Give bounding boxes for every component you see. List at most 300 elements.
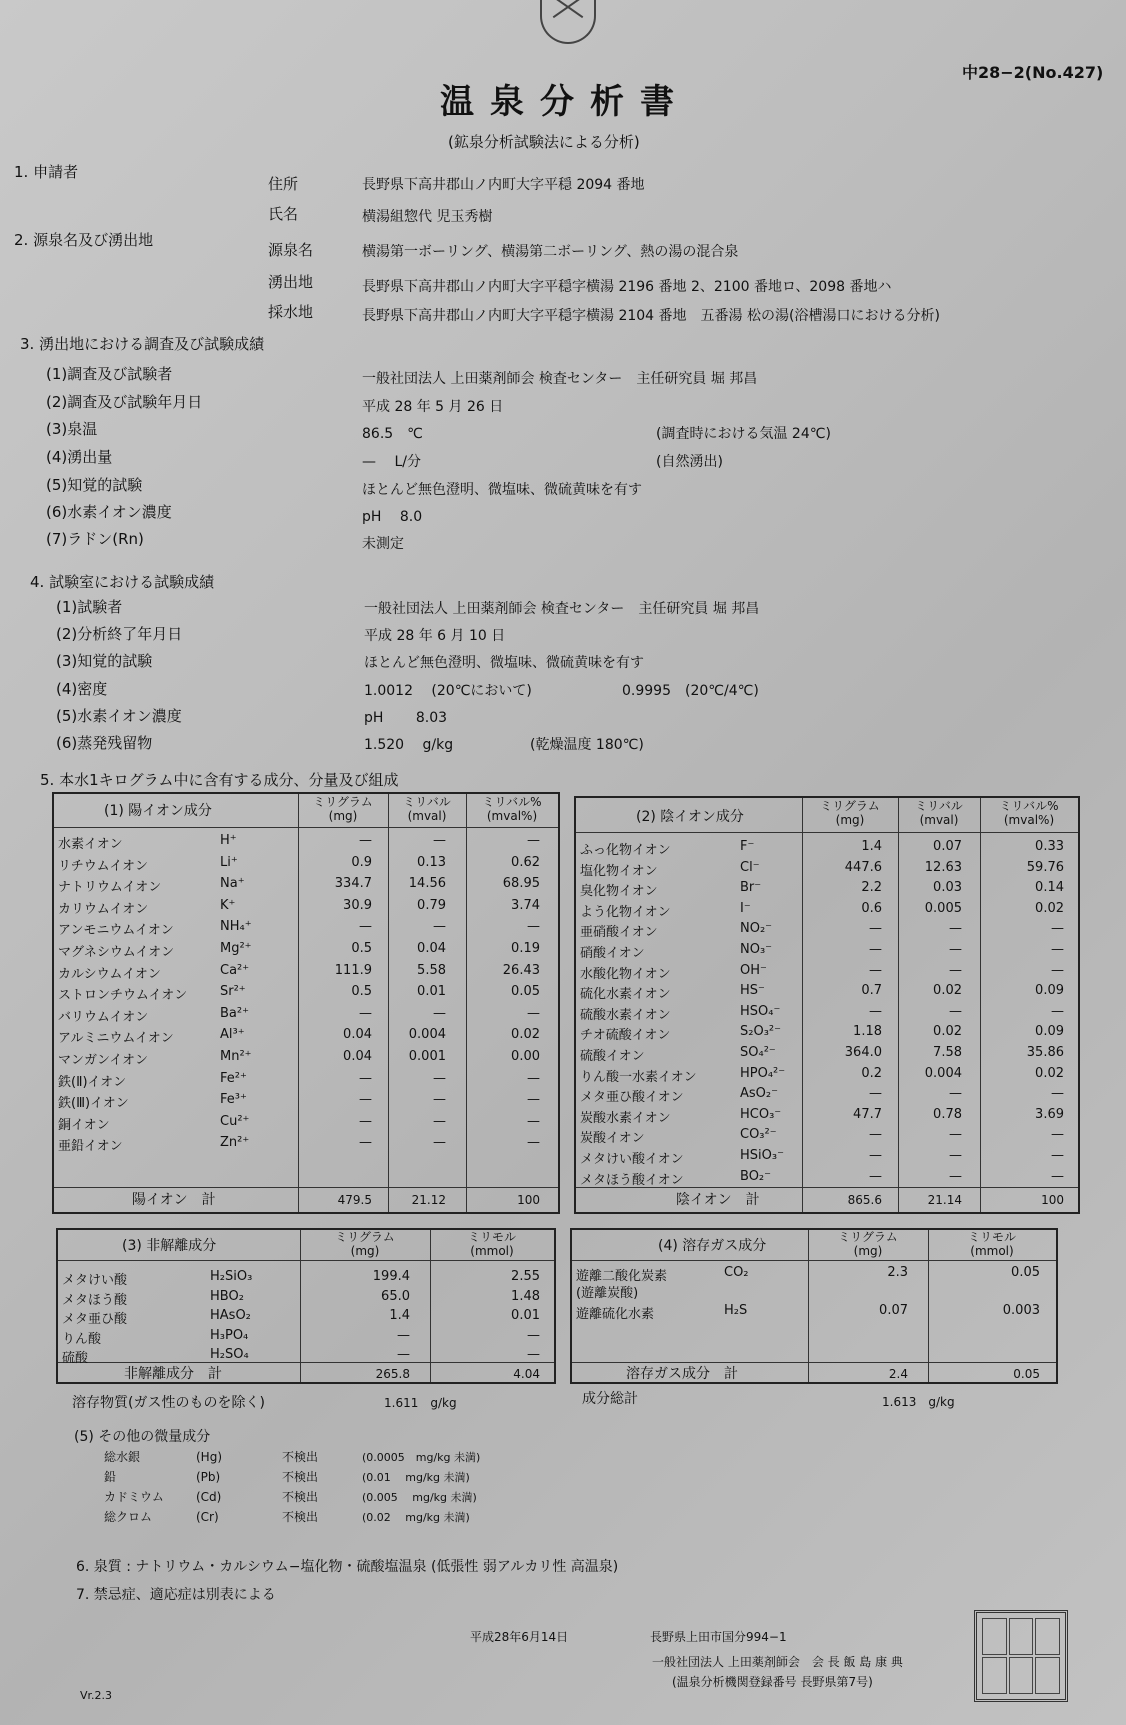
ion-formula: AsO₂⁻ <box>740 1086 778 1102</box>
compound-mmol: 2.55 <box>511 1269 540 1284</box>
spring-quality: 6. 泉質 : ナトリウム・カルシウム−塩化物・硫酸塩温泉 (低張性 弱アルカリ性 高温泉) <box>76 1559 619 1575</box>
ion-mval-pct: 68.95 <box>502 876 540 892</box>
ion-mval: — <box>949 1148 962 1163</box>
ion-name: 硫酸イオン <box>580 1049 645 1064</box>
ion-mval: 0.01 <box>417 984 446 1000</box>
lab-item-label: (4)密度 <box>56 680 108 698</box>
table-row <box>58 1325 554 1346</box>
ion-mval-pct: — <box>1051 921 1064 937</box>
ion-mval: — <box>949 1127 962 1143</box>
table-row <box>58 1286 554 1307</box>
ion-formula: F⁻ <box>740 839 755 854</box>
gas-mmol-unit: (mmol) <box>970 1244 1014 1258</box>
field-item-value: 未測定 <box>362 536 404 552</box>
dissolved-gas-table <box>570 1228 1058 1384</box>
lab-item-label: (3)知覚的試験 <box>56 652 153 670</box>
nondiss-mmol-header: ミリモル <box>467 1230 516 1244</box>
table-row <box>576 877 1078 898</box>
compound-name: 硫酸 <box>62 1351 89 1366</box>
field-item-value: ほとんど無色澄明、微塩味、微硫黄味を有す <box>362 482 642 498</box>
ion-formula: Zn²⁺ <box>220 1135 250 1151</box>
field-item-label: (4)湧出量 <box>46 448 113 466</box>
anion-table <box>574 796 1080 1214</box>
ion-mg: 334.7 <box>334 876 372 892</box>
anion-mg-header: ミリグラム <box>820 799 880 813</box>
ion-name: 硫酸水素イオン <box>580 1007 671 1023</box>
cation-mval-header: ミリバル <box>403 795 451 809</box>
compound-mg: 199.4 <box>372 1269 410 1284</box>
field-item-value: 86.5 ℃ <box>362 426 423 442</box>
ion-name: ストロンチウムイオン <box>58 988 188 1004</box>
ion-name: 炭酸イオン <box>580 1131 645 1147</box>
ion-mval: 0.004 <box>924 1065 962 1081</box>
lab-item-label: (6)蒸発残留物 <box>56 734 153 752</box>
ion-mval-pct: — <box>527 1092 540 1108</box>
ion-formula: NO₂⁻ <box>740 921 773 937</box>
compound-name-note: (遊離炭酸) <box>576 1286 639 1301</box>
ion-name: メタほう酸イオン <box>580 1172 684 1188</box>
ion-mval: 0.005 <box>924 900 962 916</box>
ion-mval-pct: 0.02 <box>1035 900 1064 916</box>
ion-mg: 0.7 <box>861 983 882 999</box>
ion-mval-pct: — <box>1051 962 1064 978</box>
ion-mval-pct: 0.09 <box>1035 983 1064 999</box>
ion-formula: Fe³⁺ <box>220 1092 247 1108</box>
ion-mg: — <box>869 1086 882 1102</box>
ion-mval-pct: — <box>527 833 540 848</box>
lab-item-value: 1.520 g/kg <box>364 737 454 753</box>
ion-name: 銅イオン <box>58 1117 110 1133</box>
ion-mval-pct: — <box>1051 1127 1064 1143</box>
ion-name: バリウムイオン <box>58 1009 149 1025</box>
document-title: 温泉分析書 <box>440 82 690 122</box>
anion-table-title: (2) 陰イオン成分 <box>636 809 744 825</box>
trace-limit: (0.02 mg/kg 未満) <box>362 1511 470 1524</box>
ion-mval: — <box>949 942 962 957</box>
table-row <box>58 1305 554 1326</box>
document-subtitle: (鉱泉分析試験法による分析) <box>448 133 640 151</box>
field-item-label: (3)泉温 <box>46 420 98 438</box>
ion-formula: Fe²⁺ <box>220 1070 247 1086</box>
contraindications-note: 7. 禁忌症、適応症は別表による <box>76 1587 276 1603</box>
table-row <box>54 1068 558 1089</box>
ion-mval-pct: 0.62 <box>511 854 540 870</box>
anion-mg-unit: (mg) <box>835 813 865 827</box>
table-row <box>58 1344 554 1365</box>
ion-mval-pct: — <box>1051 1086 1064 1102</box>
ion-mval-pct: — <box>527 1113 540 1129</box>
ion-mval: 7.58 <box>933 1045 962 1060</box>
sampling-location-label: 採水地 <box>268 303 314 321</box>
ion-mval: 0.07 <box>933 839 962 854</box>
compound-mmol: 0.01 <box>511 1308 540 1323</box>
anion-pct-unit: (mval%) <box>1003 813 1055 827</box>
ion-mg: — <box>359 1092 372 1108</box>
compound-formula: H₂SiO₃ <box>210 1269 253 1284</box>
ion-mg: — <box>869 1003 882 1019</box>
compound-name: 遊離硫化水素 <box>576 1307 655 1322</box>
cation-table <box>52 792 560 1214</box>
trace-formula: (Cd) <box>196 1490 222 1504</box>
gas-mmol-header: ミリモル <box>967 1230 1016 1244</box>
compound-name: りん酸 <box>62 1331 102 1347</box>
compound-mg: 2.3 <box>887 1265 908 1280</box>
nondissociated-table <box>56 1228 556 1384</box>
ion-name: カリウムイオン <box>58 901 149 917</box>
nondiss-total-label: 非解離成分 計 <box>124 1366 222 1382</box>
compound-mmol: — <box>527 1327 540 1343</box>
ion-mval: 0.03 <box>933 880 962 896</box>
cation-mg-unit: (mg) <box>328 809 358 823</box>
ion-formula: Mg²⁺ <box>220 941 252 956</box>
lab-item-value: 一般社団法人 上田薬剤師会 検査センター 主任研究員 堀 邦昌 <box>364 601 760 617</box>
ion-formula: Br⁻ <box>740 880 762 896</box>
table-row <box>54 1111 558 1132</box>
compound-name: メタほう酸 <box>62 1292 128 1308</box>
ion-mval-pct: — <box>1051 1148 1064 1163</box>
registration-number: (温泉分析機関登録番号 長野県第7号) <box>672 1675 873 1689</box>
compound-formula: HBO₂ <box>210 1288 244 1304</box>
ion-formula: I⁻ <box>740 900 751 916</box>
dissolved-gas-title: (4) 溶存ガス成分 <box>658 1238 767 1254</box>
ion-mval: — <box>433 919 446 935</box>
ion-mval-pct: 26.43 <box>502 962 540 978</box>
ion-formula: Sr²⁺ <box>220 984 246 1000</box>
cation-total-pct: 100 <box>517 1193 540 1207</box>
ion-mval-pct: 0.09 <box>1035 1024 1064 1040</box>
ion-formula: H⁺ <box>220 833 237 848</box>
ion-name: ナトリウムイオン <box>58 880 162 896</box>
ion-mval-pct: — <box>1051 942 1064 957</box>
compound-mmol: 1.48 <box>511 1288 540 1304</box>
table-row <box>576 857 1078 878</box>
ion-mg: 1.4 <box>861 839 882 854</box>
compound-formula: HAsO₂ <box>210 1308 251 1323</box>
ion-name: 鉄(Ⅱ)イオン <box>58 1074 127 1090</box>
field-item-label: (6)水素イオン濃度 <box>46 503 172 521</box>
ion-name: りん酸一水素イオン <box>580 1069 697 1085</box>
ion-name: 亜鉛イオン <box>58 1139 123 1155</box>
field-item-label: (5)知覚的試験 <box>46 476 143 494</box>
trace-formula: (Cr) <box>196 1510 219 1524</box>
cation-total-label: 陽イオン 計 <box>132 1192 216 1208</box>
ion-name: カルシウムイオン <box>58 966 161 982</box>
cation-table-title: (1) 陽イオン成分 <box>104 803 212 819</box>
ion-mval-pct: — <box>527 1135 540 1151</box>
compound-mmol: — <box>527 1347 540 1362</box>
applicant-heading: 1. 申請者 <box>14 163 79 181</box>
ion-mg: — <box>869 1148 882 1163</box>
trace-name: 総クロム <box>104 1510 153 1524</box>
gas-total-mmol: 0.05 <box>1013 1367 1040 1381</box>
trace-title: (5) その他の微量成分 <box>74 1429 211 1445</box>
lab-item-label: (1)試験者 <box>56 598 123 616</box>
table-row <box>54 1132 558 1153</box>
trace-name: カドミウム <box>104 1490 164 1504</box>
anion-total-mg: 865.6 <box>847 1193 882 1207</box>
compound-formula: H₂S <box>724 1303 748 1318</box>
cation-mg-header: ミリグラム <box>313 795 373 809</box>
compound-formula: CO₂ <box>724 1265 749 1280</box>
table-row <box>54 938 558 959</box>
document-number: 中28−2(No.427) <box>962 63 1104 82</box>
emblem-logo <box>540 0 596 44</box>
ion-name: 硝酸イオン <box>580 946 645 961</box>
ion-mg: — <box>359 919 372 935</box>
compound-mg: 0.07 <box>879 1303 908 1318</box>
address-value: 長野県下高井郡山ノ内町大字平穏 2094 番地 <box>362 177 645 193</box>
lab-item-label: (5)水素イオン濃度 <box>56 707 182 725</box>
table-row <box>576 1104 1078 1125</box>
ion-name: アルミニウムイオン <box>58 1031 174 1047</box>
trace-formula: (Hg) <box>196 1450 223 1464</box>
ion-mval-pct: 3.69 <box>1035 1106 1064 1122</box>
compound-mg: 65.0 <box>381 1288 410 1304</box>
ion-mg: 364.0 <box>844 1045 882 1060</box>
compound-name: メタけい酸 <box>62 1273 128 1288</box>
table-row <box>54 1089 558 1110</box>
official-seal <box>974 1610 1068 1702</box>
ion-mg: — <box>869 942 882 957</box>
ion-mval-pct: 0.00 <box>511 1049 540 1064</box>
anion-pct-header: ミリバル% <box>999 799 1059 813</box>
lab-organization: 一般社団法人 上田薬剤師会 会 長 飯 島 康 典 <box>652 1655 903 1669</box>
compound-mg: 1.4 <box>389 1308 410 1323</box>
ion-mval-pct: 59.76 <box>1026 859 1064 875</box>
name-label: 氏名 <box>268 205 299 223</box>
table-row <box>576 1001 1078 1022</box>
ion-mg: 0.5 <box>351 984 372 1000</box>
ion-formula: Li⁺ <box>220 854 238 870</box>
spring-location-label: 湧出地 <box>268 273 314 291</box>
ion-mval: 0.02 <box>933 983 962 999</box>
trace-name: 総水銀 <box>104 1450 141 1464</box>
ion-name: マンガンイオン <box>58 1053 148 1068</box>
anion-total-label: 陰イオン 計 <box>676 1192 760 1208</box>
ion-formula: Cu²⁺ <box>220 1113 250 1129</box>
table-row <box>576 1021 1078 1042</box>
cation-pct-header: ミリバル% <box>482 795 542 809</box>
nondiss-mg-unit: (mg) <box>350 1244 380 1258</box>
ion-name: 臭化物イオン <box>580 884 658 900</box>
total-components-value: 1.613 g/kg <box>882 1395 955 1409</box>
cation-total-mval: 21.12 <box>411 1193 446 1207</box>
ion-formula: HCO₃⁻ <box>740 1106 782 1122</box>
trace-result: 不検出 <box>282 1470 319 1484</box>
ion-mg: 30.9 <box>343 897 372 913</box>
ion-name: チオ硫酸イオン <box>580 1028 671 1044</box>
compound-mg: — <box>397 1327 410 1343</box>
ion-formula: K⁺ <box>220 897 236 913</box>
table-row <box>576 918 1078 939</box>
ion-mval-pct: — <box>527 1070 540 1086</box>
ion-formula: NH₄⁺ <box>220 919 252 935</box>
table-row <box>576 1124 1078 1145</box>
ion-formula: Ca²⁺ <box>220 962 250 978</box>
dissolved-matter-value: 1.611 g/kg <box>384 1396 457 1410</box>
ion-name: メタ亜ひ酸イオン <box>580 1090 684 1106</box>
ion-mval: 0.13 <box>417 854 446 870</box>
ion-mval-pct: 35.86 <box>1026 1045 1064 1060</box>
table-row <box>576 836 1078 857</box>
ion-mval-pct: 0.02 <box>1035 1065 1064 1081</box>
lab-item-value: ほとんど無色澄明、微塩味、微硫黄味を有す <box>364 655 644 671</box>
anion-total-pct: 100 <box>1041 1193 1064 1207</box>
table-row <box>54 960 558 981</box>
gas-mg-header: ミリグラム <box>838 1230 898 1244</box>
table-row <box>54 1003 558 1024</box>
ion-mval-pct: — <box>527 1005 540 1021</box>
sampling-location-value: 長野県下高井郡山ノ内町大字平穏字横湯 2104 番地 五番湯 松の湯(浴槽湯口における分析) <box>362 308 940 324</box>
ion-mval: 0.04 <box>417 941 446 956</box>
source-heading: 2. 源泉名及び湧出地 <box>14 231 154 249</box>
ion-mg: 47.7 <box>853 1106 882 1122</box>
issue-date: 平成28年6月14日 <box>470 1630 569 1644</box>
ion-mg: — <box>359 1135 372 1151</box>
ion-formula: CO₃²⁻ <box>740 1127 777 1143</box>
anion-mval-unit: (mval) <box>919 813 959 827</box>
field-item-label: (2)調査及び試験年月日 <box>46 393 203 411</box>
nondissociated-title: (3) 非解離成分 <box>122 1238 217 1254</box>
trace-limit: (0.0005 mg/kg 未満) <box>362 1451 481 1464</box>
anion-mval-header: ミリバル <box>915 799 963 813</box>
field-item-value: pH 8.0 <box>362 509 423 525</box>
ion-mval-pct: 0.33 <box>1035 839 1064 854</box>
table-row <box>576 898 1078 919</box>
compound-formula: H₃PO₄ <box>210 1327 249 1343</box>
ion-mval: — <box>433 1113 446 1129</box>
trace-formula: (Pb) <box>196 1470 221 1484</box>
ion-formula: OH⁻ <box>740 962 767 978</box>
table-row <box>576 1083 1078 1104</box>
trace-result: 不検出 <box>282 1450 319 1464</box>
field-item-value: 一般社団法人 上田薬剤師会 検査センター 主任研究員 堀 邦昌 <box>362 371 758 387</box>
lab-item-value: 1.0012 (20℃において) <box>364 683 532 699</box>
nondiss-mg-header: ミリグラム <box>335 1230 395 1244</box>
ion-mval: — <box>949 1168 962 1184</box>
ion-formula: BO₂⁻ <box>740 1168 771 1184</box>
ion-mg: 2.2 <box>861 880 882 896</box>
ion-name: リチウムイオン <box>58 858 148 874</box>
compound-mmol: 0.003 <box>1002 1303 1040 1318</box>
nondiss-mmol-unit: (mmol) <box>470 1244 514 1258</box>
ion-formula: NO₃⁻ <box>740 942 773 957</box>
ion-mg: — <box>359 1113 372 1129</box>
ion-name: よう化物イオン <box>580 904 671 920</box>
table-row <box>54 830 558 851</box>
ion-mval: — <box>433 1092 446 1108</box>
ion-mval: 0.79 <box>417 897 446 913</box>
ion-mval-pct: — <box>1051 1003 1064 1019</box>
composition-heading: 5. 本水1キログラム中に含有する成分、分量及び組成 <box>40 771 399 789</box>
ion-mg: 0.04 <box>343 1049 372 1064</box>
ion-formula: HPO₄²⁻ <box>740 1065 786 1081</box>
ion-name: 水酸化物イオン <box>580 966 671 982</box>
ion-mg: — <box>869 921 882 937</box>
trace-limit: (0.01 mg/kg 未満) <box>362 1471 470 1484</box>
gas-total-mg: 2.4 <box>888 1367 908 1381</box>
trace-result: 不検出 <box>282 1510 319 1524</box>
ion-formula: Ba²⁺ <box>220 1005 249 1021</box>
ion-name: メタけい酸イオン <box>580 1152 684 1167</box>
ion-mval: — <box>949 1003 962 1019</box>
ion-name: 亜硝酸イオン <box>580 925 658 941</box>
ion-formula: S₂O₃²⁻ <box>740 1024 781 1040</box>
ion-mg: — <box>359 1070 372 1086</box>
ion-formula: Al³⁺ <box>220 1027 245 1043</box>
gas-mg-unit: (mg) <box>853 1244 883 1258</box>
table-row <box>576 1145 1078 1166</box>
compound-mg: — <box>397 1347 410 1362</box>
ion-mval: — <box>433 1135 446 1151</box>
ion-mg: 0.5 <box>351 941 372 956</box>
total-components-label: 成分総計 <box>582 1391 638 1407</box>
ion-name: 塩化物イオン <box>580 863 658 879</box>
cation-pct-unit: (mval%) <box>486 809 538 823</box>
ion-mval: — <box>949 962 962 978</box>
trace-limit: (0.005 mg/kg 未満) <box>362 1491 477 1504</box>
ion-name: マグネシウムイオン <box>58 945 175 960</box>
table-row <box>54 873 558 894</box>
ion-mg: — <box>869 1127 882 1143</box>
table-row <box>576 1063 1078 1084</box>
ion-name: 水素イオン <box>58 837 123 852</box>
lab-test-heading: 4. 試験室における試験成績 <box>30 573 215 591</box>
ion-mg: 0.9 <box>351 854 372 870</box>
anion-total-mval: 21.14 <box>927 1193 962 1207</box>
table-row <box>54 981 558 1002</box>
ion-mval-pct: 0.05 <box>511 984 540 1000</box>
nondiss-total-mmol: 4.04 <box>513 1367 540 1381</box>
source-name-label: 源泉名 <box>268 241 314 259</box>
ion-name: 炭酸水素イオン <box>580 1110 671 1126</box>
ion-mg: 0.04 <box>343 1027 372 1043</box>
table-row <box>576 939 1078 960</box>
compound-mmol: 0.05 <box>1011 1265 1040 1280</box>
ion-mval: — <box>949 921 962 937</box>
field-item-note: (調査時における気温 24℃) <box>656 426 831 442</box>
ion-name: 鉄(Ⅲ)イオン <box>58 1096 129 1112</box>
table-row <box>54 1046 558 1067</box>
trace-name: 鉛 <box>104 1470 117 1484</box>
ion-mval-pct: 0.14 <box>1035 880 1064 896</box>
ion-mval-pct: — <box>527 919 540 935</box>
ion-mval-pct: — <box>1051 1168 1064 1184</box>
ion-mg: 0.2 <box>861 1065 882 1081</box>
lab-item-label: (2)分析終了年月日 <box>56 625 183 643</box>
ion-mval-pct: 0.02 <box>511 1027 540 1043</box>
table-row <box>58 1266 554 1287</box>
ion-mg: — <box>869 1168 882 1184</box>
table-row <box>576 980 1078 1001</box>
lab-item-note: (乾燥温度 180℃) <box>530 737 644 753</box>
lab-item-value: pH 8.03 <box>364 710 448 726</box>
ion-mval: 12.63 <box>924 859 962 875</box>
table-row <box>572 1262 1056 1301</box>
compound-name: 遊離二酸化炭素 <box>576 1269 668 1284</box>
trace-result: 不検出 <box>282 1490 319 1504</box>
ion-mval: 14.56 <box>408 876 446 892</box>
ion-mval: 0.02 <box>933 1024 962 1040</box>
ion-mval-pct: 3.74 <box>511 897 540 913</box>
cation-mval-unit: (mval) <box>407 809 447 823</box>
field-item-value: 平成 28 年 5 月 26 日 <box>362 399 504 415</box>
ion-mval: 0.78 <box>933 1106 962 1122</box>
lab-address: 長野県上田市国分994−1 <box>650 1630 787 1644</box>
table-row <box>54 1024 558 1045</box>
field-item-note: (自然湧出) <box>656 454 723 470</box>
ion-mval: — <box>433 833 446 848</box>
